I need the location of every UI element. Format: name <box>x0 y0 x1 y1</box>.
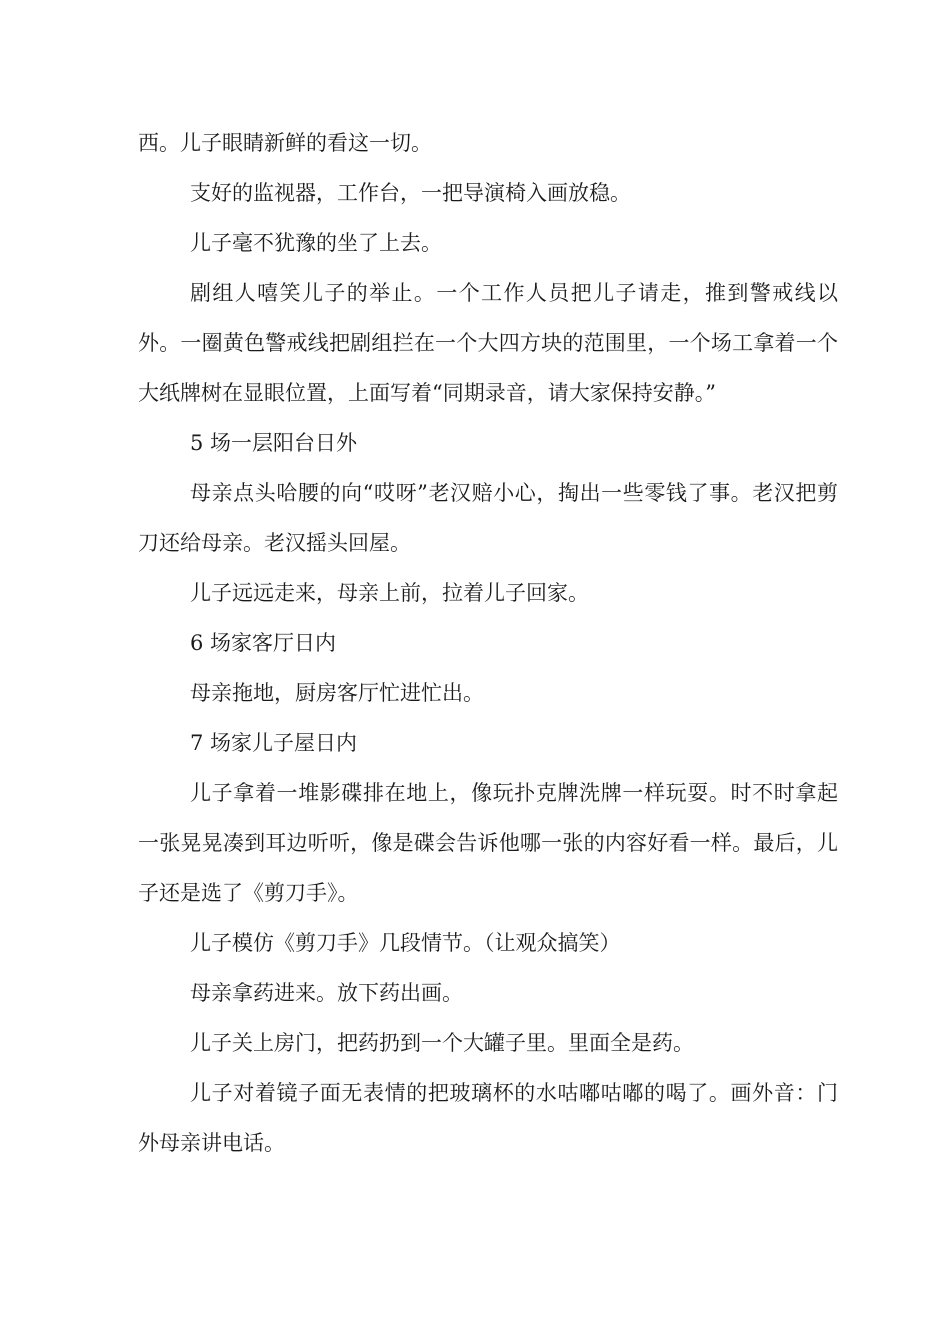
paragraph: 母亲拖地，厨房客厅忙进忙出。 <box>190 681 484 705</box>
paragraph: 母亲点头哈腰的向“哎呀”老汉赔小心，掏出一些零钱了事。老汉把剪刀还给母亲。老汉摇头回屋。 <box>138 481 838 555</box>
document-body <box>138 118 838 1168</box>
paragraph: 支好的监视器，工作台，一把导演椅入画放稳。 <box>190 181 631 205</box>
paragraph: 儿子模仿《剪刀手》几段情节。（让观众搞笑） <box>190 931 621 955</box>
paragraph: 儿子远远走来，母亲上前，拉着儿子回家。 <box>190 581 589 605</box>
paragraph: 剧组人嘻笑儿子的举止。一个工作人员把儿子请走，推到警戒线以外。一圈黄色警戒线把剧组拦在一个大四方块的范围里，一个场工拿着一个大纸牌树在显眼位置，上面写着“同期录音，请大家保持安静。” <box>138 281 838 405</box>
scene-heading: 6 场家客厅日内 <box>190 631 337 655</box>
paragraph: 儿子毫不犹豫的坐了上去。 <box>190 231 442 255</box>
paragraph: 儿子拿着一堆影碟排在地上，像玩扑克牌洗牌一样玩耍。时不时拿起一张晃晃凑到耳边听听，像是碟会告诉他哪一张的内容好看一样。最后，儿子还是选了《剪刀手》。 <box>138 781 838 905</box>
paragraph: 儿子对着镜子面无表情的把玻璃杯的水咕嘟咕嘟的喝了。画外音：门外母亲讲电话。 <box>138 1081 838 1155</box>
paragraph: 西。儿子眼睛新鲜的看这一切。 <box>138 131 432 155</box>
paragraph: 母亲拿药进来。放下药出画。 <box>190 981 463 1005</box>
scene-heading: 7 场家儿子屋日内 <box>190 731 358 755</box>
paragraph: 儿子关上房门，把药扔到一个大罐子里。里面全是药。 <box>190 1031 694 1055</box>
scene-heading: 5 场一层阳台日外 <box>190 431 358 455</box>
